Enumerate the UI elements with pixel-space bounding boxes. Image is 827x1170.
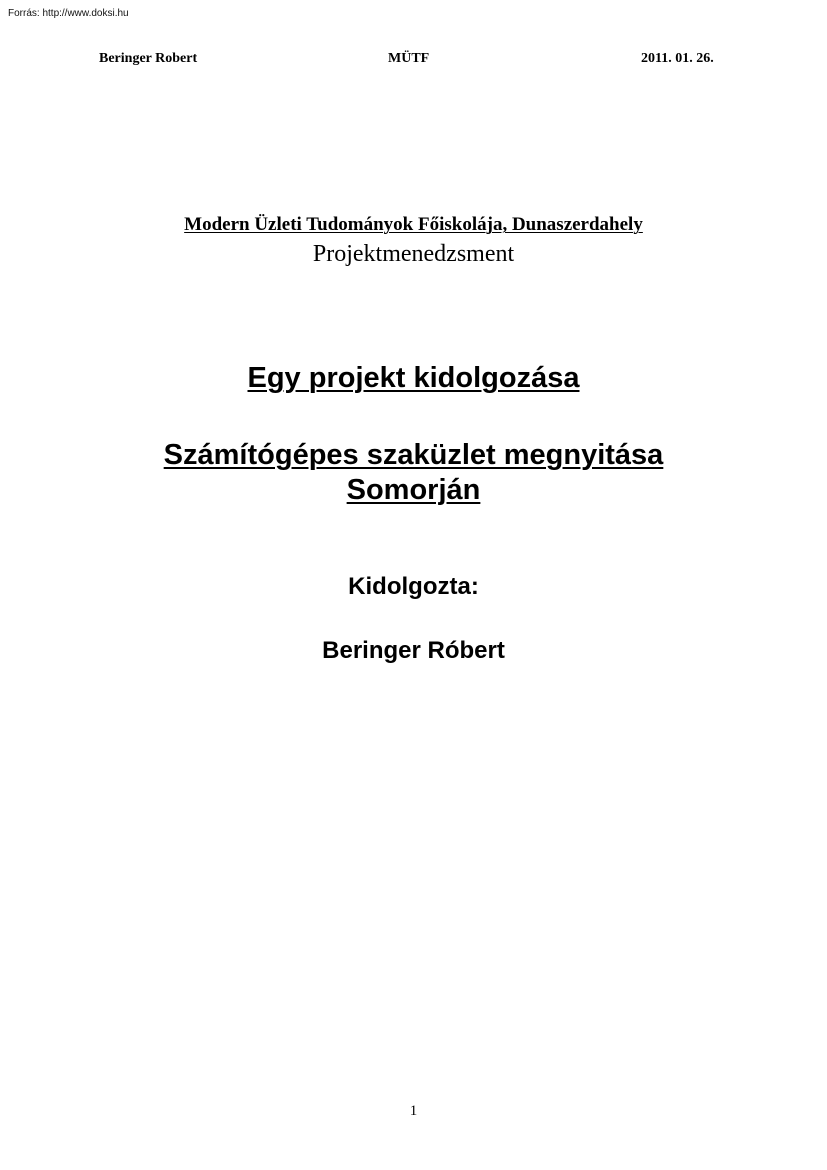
page-number: 1 <box>409 1103 418 1119</box>
header-institution-abbrev: MÜTF <box>388 51 430 66</box>
running-header <box>0 51 827 69</box>
source-watermark: Forrás: http://www.doksi.hu <box>0 0 133 23</box>
course-name: Projektmenedzsment <box>312 241 515 267</box>
author-label: Kidolgozta: <box>348 573 479 600</box>
header-author: Beringer Robert <box>99 51 198 66</box>
document-subtitle-line-2: Somorján <box>346 474 481 506</box>
document-title: Egy projekt kidolgozása <box>247 362 580 394</box>
header-date: 2011. 01. 26. <box>641 51 714 66</box>
institution-name: Modern Üzleti Tudományok Főiskolája, Dunaszerdahely <box>184 214 643 235</box>
document-subtitle-line-1: Számítógépes szaküzlet megnyitása <box>163 439 664 471</box>
author-name: Beringer Róbert <box>322 637 505 664</box>
